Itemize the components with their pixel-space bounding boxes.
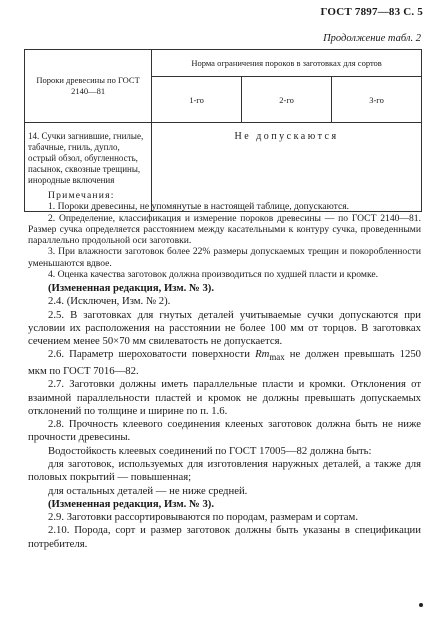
- paragraph: 2.7. Заготовки должны иметь параллельные пласти и кромки. Отклонения от взаимной параллельности пластей и кромок не должны превышать допускаемых отклонений по толщине и ширине по п. 1.6.: [28, 378, 421, 417]
- page-header: ГОСТ 7897—83 С. 5: [320, 6, 423, 18]
- grade-2-header: 2-го: [242, 77, 332, 123]
- text-fragment: не должен превышать 1250 мкм по ГОСТ 7016—82.: [28, 348, 422, 377]
- paragraph: Водостойкость клеевых соединений по ГОСТ 17005—82 должна быть:: [48, 444, 372, 457]
- amendment-note: (Измененная редакция, Изм. № 3).: [48, 282, 215, 294]
- grade-3-header: 3-го: [332, 77, 422, 123]
- defects-column-header: Пороки древесины по ГОСТ 2140—81: [25, 50, 152, 123]
- amendment-note: (Измененная редакция, Изм. № 3).: [48, 497, 215, 510]
- text-fragment: 2.6. Параметр шероховатости поверхности: [48, 348, 256, 361]
- note-item: 4. Оценка качества заготовок должна производиться по худшей пласти и кромке.: [48, 269, 379, 281]
- paragraph: 2.8. Прочность клеевого соединения клееных заготовок должна быть не ниже прочности древесины.: [28, 418, 421, 444]
- note-item: 3. При влажности заготовок более 22% размеры допускаемых трещин и покоробленности уменьшаются вдвое.: [28, 246, 421, 269]
- norm-group-header: Норма ограничения пороков в заготовках для сортов: [152, 50, 422, 77]
- paragraph: для заготовок, используемых для изготовления наружных деталей, а также для половых покрытий — повышенная;: [28, 458, 421, 484]
- paragraph: 2.9. Заготовки рассортировываются по породам, размерам и сортам.: [48, 511, 358, 524]
- paragraph: для остальных деталей — не ниже средней.: [48, 484, 248, 497]
- note-item: 2. Определение, классификация и измерение пороков древесины — по ГОСТ 2140—81. Размер сучка определяется расстоянием между касательными к контуру сучка, проведенными параллельно продольной оси заготовки.: [28, 212, 421, 247]
- page-end-dot: [419, 603, 423, 607]
- table-continuation-label: Продолжение табл. 2: [323, 33, 421, 44]
- paragraph: 2.4. (Исключен, Изм. № 2).: [48, 295, 171, 308]
- document-body: [28, 282, 421, 551]
- norm-value-cell: Не допускаются: [152, 123, 422, 212]
- table-header-row: [25, 50, 422, 77]
- roughness-symbol: Rm: [255, 348, 270, 361]
- roughness-subscript: max: [269, 352, 285, 363]
- paragraph: 2.5. В заготовках для гнутых деталей учитываемые сучки допускаются при условии их расположения на расстоянии не более 100 мм от торцов. В заготовках сечением менее 50×70 мм свилеватость не допускается.: [28, 308, 421, 348]
- paragraph: 2.10. Порода, сорт и размер заготовок должны быть указаны в спецификации потребителя.: [28, 524, 421, 550]
- grade-1-header: 1-го: [152, 77, 242, 123]
- notes-section: [28, 190, 421, 280]
- paragraph-roughness: [28, 348, 421, 378]
- defect-cell: 14. Сучки загнившие, гнилые, табачные, гниль, дупло, острый обзол, обугленность, пасынок, сквозные трещины, инородные включения: [25, 123, 152, 212]
- notes-title: Примечания:: [48, 190, 115, 201]
- defects-table: [24, 49, 422, 212]
- note-item: 1. Пороки древесины, не упомянутые в настоящей таблице, допускаются.: [48, 201, 350, 213]
